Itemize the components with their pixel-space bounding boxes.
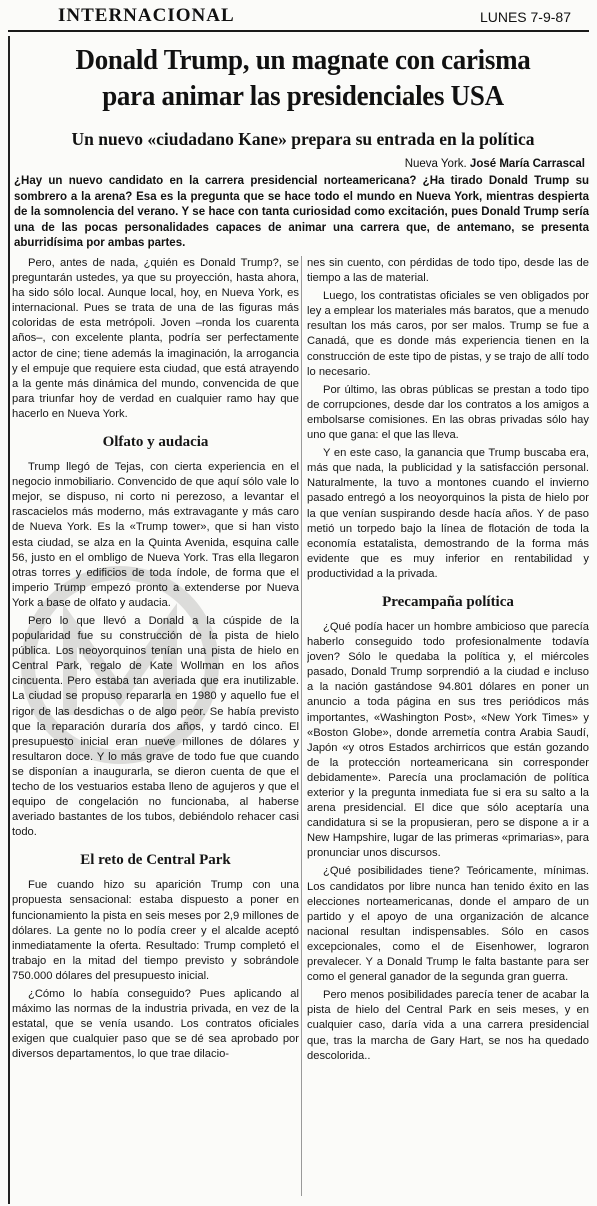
byline <box>405 158 585 170</box>
body-paragraph-continued: nes sin cuento, con pérdidas de todo tipo, desde las de tiempo a las de material. <box>307 257 589 285</box>
article-column-right <box>307 256 589 1196</box>
section-heading-precampana: Precampaña política <box>382 593 514 610</box>
body-paragraph: ¿Qué podía hacer un hombre ambicioso que parecía haberlo conseguido todo profesionalmente todavía joven? Sólo le quedaba la política y, el miércoles pasado, Donald Trump sorprendió a la ciudad e incluso a la nación gastándose 94.801 dólares en poner un anuncio a toda página en sus tres periódicos más importantes, «Washington Post», «New York Times» y «Boston Globe», donde arremetía contra Arabia Saudí, Japón «y otros Estados archirricos que están gozando de la protección norteamericana sin corresponder debidamente». Parecía una proclamación de política exterior y la pregunta inmediata fue si era su salto a la arena presidencial. El dice que sólo aceptaría una candidatura si se la propusieran, pero se dispone a ir a New Hampshire, lugar de las primeras «primarias», para pronunciar unos discursos. <box>307 620 589 860</box>
byline-author: José María Carrascal <box>469 158 585 170</box>
lead-paragraph: ¿Hay un nuevo candidato en la carrera presidencial norteamericana? ¿Ha tirado Donald Trump su sombrero a la arena? Esa es la pregunta que se hace todo el mundo en Nueva York, mientras despierta de la somnolencia del verano. Y se hace con tanta curiosidad como excitación, pues Donald Trump sería una de las pocas personalidades capaces de animar una carrera que, de antemano, se presenta aburridísima por ambas partes. <box>14 175 589 249</box>
body-paragraph: ¿Qué posibilidades tiene? Teóricamente, mínimas. Los candidatos por libre nunca han tenido éxito en las elecciones norteamericanas, donde el amparo de un partido y el apoyo de una organización de alcance nacional resultan indispensables. Sólo en casos excepcionales, como el de Eisenhower, lograron prevalecer. Y a Donald Trump le falta bastante para ser como el general ganador de la segunda gran guerra. <box>307 865 589 984</box>
article-column-left <box>12 256 299 1196</box>
section-heading-olfato: Olfato y audacia <box>102 434 209 451</box>
section-heading-reto: El reto de Central Park <box>80 852 231 869</box>
byline-place: Nueva York. <box>404 158 467 170</box>
body-paragraph: Y en este caso, la ganancia que Trump buscaba era, más que nada, la publicidad y la satisfacción personal. Naturalmente, la tuvo a montones cuando el invierno pasado entregó a los neoyorquinos la pista de hielo por la que venían suspirando desde hacía años. Y de paso metió un torpedo bajo la línea de flotación de toda la economía estatalista, demostrando de la forma más evidente que es muy inferior en rentabilidad y productividad a la privada. <box>307 447 589 580</box>
body-paragraph: Luego, los contratistas oficiales se ven obligados por ley a emplear los materiales más baratos, que a menudo resultan los más caros, por ser malos. Trump se fue a Canadá, que es donde más experiencia tienen en la construcción de este tipo de pistas, y se trajo de allí todo lo necesario. <box>307 290 589 378</box>
headline <box>34 42 572 114</box>
body-paragraph: Por último, las obras públicas se prestan a todo tipo de corrupciones, desde dar los contratos a los amigos a embolsarse comisiones. En las obras privadas sólo hay uno que gana: el que las lleva. <box>307 383 589 442</box>
subheadline: Un nuevo «ciudadano Kane» prepara su entrada en la política <box>71 129 535 149</box>
body-paragraph: Trump llegó de Tejas, con cierta experiencia en el negocio inmobiliario. Convencido de que aquí sólo vale lo mejor, se dispuso, ni corto ni perezoso, a levantar el rascacielos más moderno, más extravagante y más caro de Nueva York. Es la «Trump tower», que si han visto esta ciudad, se alza en la Quinta Avenida, esquina calle 56, justo en el ombligo de Nueva York. Tras ella llegaron otras torres y edificios de toda índole, de forma que el imperio Trump empezó pronto a extenderse por Nueva York a base de olfato y audacia. <box>12 461 299 609</box>
section-label: INTERNACIONAL <box>58 5 235 26</box>
headline-line-2: para animar las presidenciales USA <box>102 80 504 112</box>
body-paragraph: Fue cuando hizo su aparición Trump con una propuesta sensacional: estaba dispuesto a poner en funcionamiento la pista en seis meses por 2,9 millones de dólares. La gente no lo podía creer y el alcalde aceptó inmediatamente la oferta. Resultado: Trump completó el trabajo en la mitad del tiempo previsto y sobrándole 750.000 dólares del presupuesto inicial. <box>12 879 299 982</box>
headline-line-1: Donald Trump, un magnate con carisma <box>75 44 531 76</box>
left-border-rule <box>8 36 10 1204</box>
date-label: LUNES 7-9-87 <box>479 9 571 25</box>
body-paragraph: ¿Cómo lo había conseguido? Pues aplicando al máximo las normas de la industria privada, en vez de la estatal, que se venía usando. Los contratos oficiales exigen que cualquier paso que se dé sea aprobado por diversos departamentos, lo que trae dilacio- <box>12 988 299 1061</box>
column-divider <box>301 256 302 1196</box>
page-header <box>8 4 589 32</box>
body-paragraph: Pero lo que llevó a Donald a la cúspide de la popularidad fue su construcción de la pista de hielo pública. Los neoyorquinos tenían una pista de hielo en Central Park, regalo de Kate Wollman en los años cincuenta. Pero estaba tan averiada que era inutilizable. La ciudad se propuso repararla en 1980 y aquello fue el rigor de las desdichas o de algo peor. Se había previsto que la reparación duraría dos años, y tardó cinco. El presupuesto inicial eran nueve millones de dólares y resultaron doce. Y lo más grave de todo fue que cuando se disponían a inaugurarla, se dieron cuenta de que el techo de los vestuarios estaba lleno de agujeros y que el equipo de congelación no funcionaba, al haberse averiado bastantes de los tubos, debiéndolo rehacer casi todo. <box>12 614 299 839</box>
body-paragraph: Pero, antes de nada, ¿quién es Donald Trump?, se preguntarán ustedes, ya que su proyección, hasta ahora, ha sido sólo local. Aunque local, hoy, en Nueva York, es internacional. Pues se trata de una de las figuras más coloridas de esta metrópoli. Joven –ronda los cuarenta años–, con excelente planta, podría ser perfectamente actor de cine; tiene además la imaginación, la arrogancia y el empuje que requiere esta ciudad, que está atrayendo a la gente más dinámica del mundo, convencida de que para triunfar hoy de verdad en cualquier ramo hay que hacerlo en Nueva York. <box>12 257 299 420</box>
body-paragraph: Pero menos posibilidades parecía tener de acabar la pista de hielo del Central Park en seis meses, y en cualquier caso, daría vida a una carrera presidencial que, tras la marcha de Gary Hart, se nos ha quedado descolorida.. <box>307 989 589 1062</box>
